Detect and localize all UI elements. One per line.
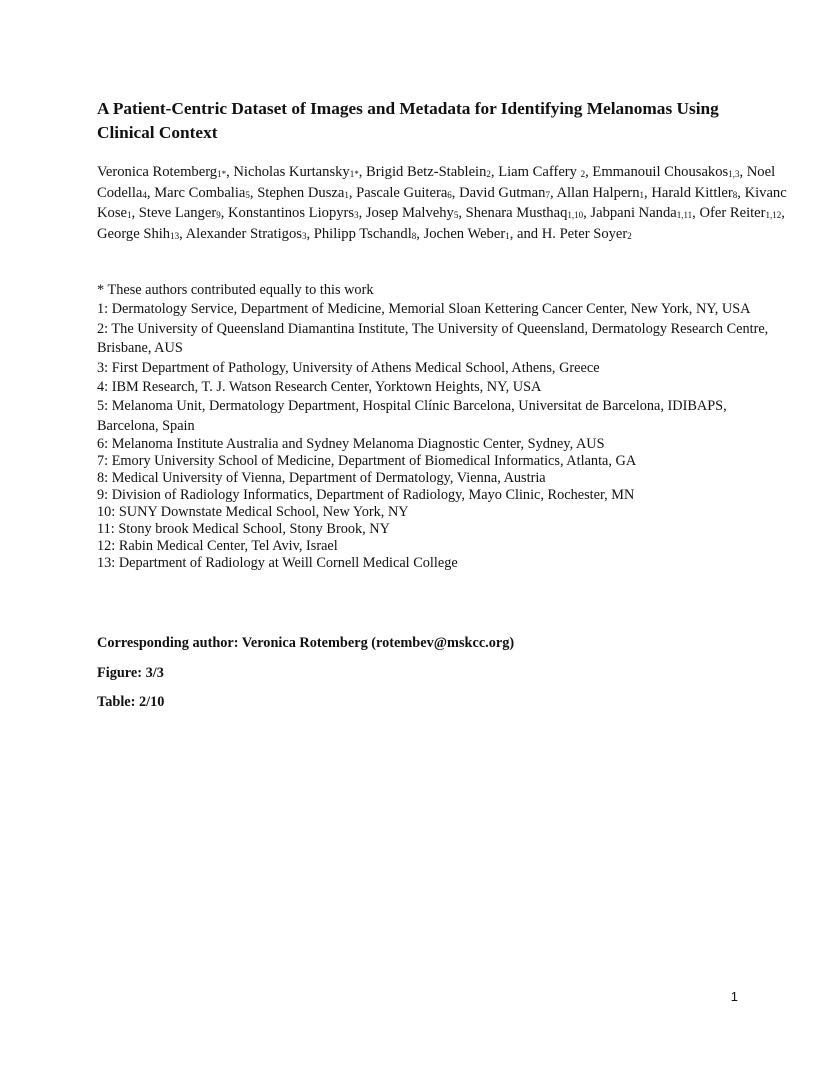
author-name: Ofer Reiter — [699, 205, 766, 221]
author-affiliation-marker: 1,3 — [728, 169, 740, 179]
table-count: Table: 2/10 — [97, 694, 165, 710]
paper-title: A Patient-Centric Dataset of Images and Metadata for Identifying Melanomas Using Clinical Context — [97, 99, 719, 142]
author — [556, 185, 651, 201]
author — [366, 205, 466, 221]
author-separator: , — [458, 205, 466, 221]
author — [466, 205, 591, 221]
affiliation-item: 3: First Department of Pathology, University of Athens Medical School, Athens, Greece — [97, 359, 600, 376]
author-separator: , — [146, 184, 155, 201]
author-affiliation-marker: 1* — [349, 169, 359, 179]
figure-count: Figure: 3/3 — [97, 665, 164, 681]
author — [97, 226, 186, 242]
author-affiliation-marker: 2 — [580, 169, 586, 179]
author-separator: , — [348, 184, 357, 201]
author-name: Noel Codella — [97, 164, 776, 201]
author — [233, 164, 366, 180]
author-separator: , — [358, 205, 366, 221]
author-affiliation-marker: 9 — [216, 210, 221, 220]
author-affiliation-marker: 1 — [639, 189, 645, 200]
author-name: Emmanouil Chousakos — [592, 164, 729, 180]
author-affiliation-marker: 1,11 — [676, 210, 693, 220]
author — [498, 164, 592, 180]
author — [424, 226, 542, 242]
author — [154, 185, 257, 201]
affiliation-item: 11: Stony brook Medical School, Stony Brook, NY — [97, 521, 390, 538]
author-name: Liam Caffery — [498, 164, 581, 180]
author-separator: , — [583, 205, 591, 221]
author-name: H. Peter Soyer — [541, 225, 628, 242]
author-name: Brigid Betz-Stablein — [366, 164, 487, 180]
author-separator: , — [249, 184, 258, 201]
author-name: David Gutman — [459, 184, 546, 201]
author-separator: , — [306, 225, 314, 242]
author-name: Shenara Musthaq — [465, 205, 568, 221]
author-affiliation-marker: 3 — [301, 230, 307, 241]
author-affiliation-marker: 13 — [170, 230, 180, 241]
author-affiliation-marker: 1* — [217, 169, 227, 179]
author-separator: , — [692, 205, 700, 221]
affiliation-item: 2: The University of Queensland Diamantina Institute, The University of Queensland, Dermatology Research Centre, Brisbane, AUS — [97, 320, 769, 357]
author-separator: , and — [509, 225, 542, 242]
author-name: Pascale Guitera — [356, 184, 448, 201]
author-affiliation-marker: 4 — [142, 189, 147, 200]
author-separator: , — [585, 164, 593, 180]
author-separator: , — [739, 164, 747, 180]
author-separator: , — [737, 184, 745, 201]
affiliation-item: 7: Emory University School of Medicine, Department of Biomedical Informatics, Atlanta, GA — [97, 453, 637, 470]
author-affiliation-marker: 2 — [486, 169, 491, 179]
author-name: Veronica Rotemberg — [97, 164, 218, 180]
affiliation-item: 8: Medical University of Vienna, Department of Dermatology, Vienna, Austria — [97, 470, 546, 487]
author-affiliation-marker: 8 — [411, 230, 417, 241]
author — [97, 164, 233, 180]
author-separator: , — [490, 164, 499, 180]
affiliation-item: 10: SUNY Downstate Medical School, New York, NY — [97, 504, 409, 521]
affiliation-item: 5: Melanoma Unit, Dermatology Department, Hospital Clínic Barcelona, Universitat de Barcelona, IDIBAPS, Barcelona, Spain — [97, 398, 727, 434]
author-name: Konstantinos Liopyrs — [228, 205, 355, 221]
author-affiliation-marker: 2 — [627, 230, 632, 241]
author — [651, 185, 744, 201]
author-affiliation-marker: 6 — [447, 189, 452, 200]
affiliation-list — [97, 281, 787, 572]
author-affiliation-marker: 1 — [344, 189, 349, 200]
author-affiliation-marker: 3 — [354, 210, 359, 220]
author-name: Nicholas Kurtansky — [233, 164, 350, 180]
affiliation-item: 4: IBM Research, T. J. Watson Research Center, Yorktown Heights, NY, USA — [97, 379, 542, 396]
corresponding-author: Corresponding author: Veronica Rotemberg (rotembev@mskcc.org) — [97, 635, 515, 651]
author-separator: , — [358, 164, 367, 180]
author-separator: , — [226, 164, 234, 180]
author-name: Steve Langer — [138, 205, 217, 221]
author-name: Allan Halpern — [556, 184, 640, 201]
author-name: Alexander Stratigos — [185, 225, 302, 242]
affiliation-item: 13: Department of Radiology at Weill Cornell Medical College — [97, 555, 458, 572]
author-name: Marc Combalia — [154, 184, 246, 201]
author — [139, 205, 228, 221]
author-name: Kivanc Kose — [97, 184, 787, 221]
author — [257, 185, 356, 201]
author-name: Jabpani Nanda — [590, 205, 677, 221]
author — [459, 185, 556, 201]
author-affiliation-marker: 8 — [732, 189, 738, 200]
author-affiliation-marker: 1,10 — [567, 210, 584, 220]
author — [314, 226, 424, 242]
page-number: 1 — [730, 989, 738, 1004]
author — [590, 205, 699, 221]
author — [699, 205, 784, 221]
author-name: Stephen Dusza — [257, 184, 345, 201]
author — [542, 226, 632, 242]
author-affiliation-marker: 7 — [545, 189, 550, 200]
author-separator: , — [781, 205, 785, 221]
author — [366, 164, 498, 180]
author-separator: , — [416, 225, 424, 242]
author-name: Jochen Weber — [423, 225, 506, 242]
author-separator: , — [179, 225, 186, 242]
affiliation-item: 6: Melanoma Institute Australia and Sydney Melanoma Diagnostic Center, Sydney, AUS — [97, 436, 605, 453]
author-affiliation-marker: 1 — [127, 210, 132, 220]
author — [592, 164, 746, 180]
author — [356, 185, 459, 201]
author-affiliation-marker: 5 — [453, 210, 459, 220]
author-affiliation-marker: 5 — [245, 189, 250, 200]
author-separator: , — [549, 184, 557, 201]
author-name: George Shih — [97, 225, 171, 242]
author — [228, 205, 366, 221]
equal-contribution-note: * These authors contributed equally to this work — [97, 282, 374, 298]
affiliation-item: 12: Rabin Medical Center, Tel Aviv, Israel — [97, 538, 338, 555]
author-name: Philipp Tschandl — [313, 225, 412, 242]
affiliation-item: 9: Division of Radiology Informatics, Department of Radiology, Mayo Clinic, Rochester, MN — [97, 487, 635, 504]
author-separator: , — [131, 205, 139, 221]
author-separator: , — [220, 205, 228, 221]
author-separator: , — [451, 184, 460, 201]
author — [186, 226, 314, 242]
author-name: Josep Malvehy — [365, 205, 454, 221]
affiliation-item: 1: Dermatology Service, Department of Medicine, Memorial Sloan Kettering Cancer Center, New York, NY, USA — [97, 301, 751, 318]
author-affiliation-marker: 1 — [505, 230, 510, 241]
author-list — [97, 163, 787, 245]
author-separator: , — [644, 184, 652, 201]
author-name: Harald Kittler — [651, 184, 733, 201]
author-affiliation-marker: 1,12 — [765, 210, 782, 220]
